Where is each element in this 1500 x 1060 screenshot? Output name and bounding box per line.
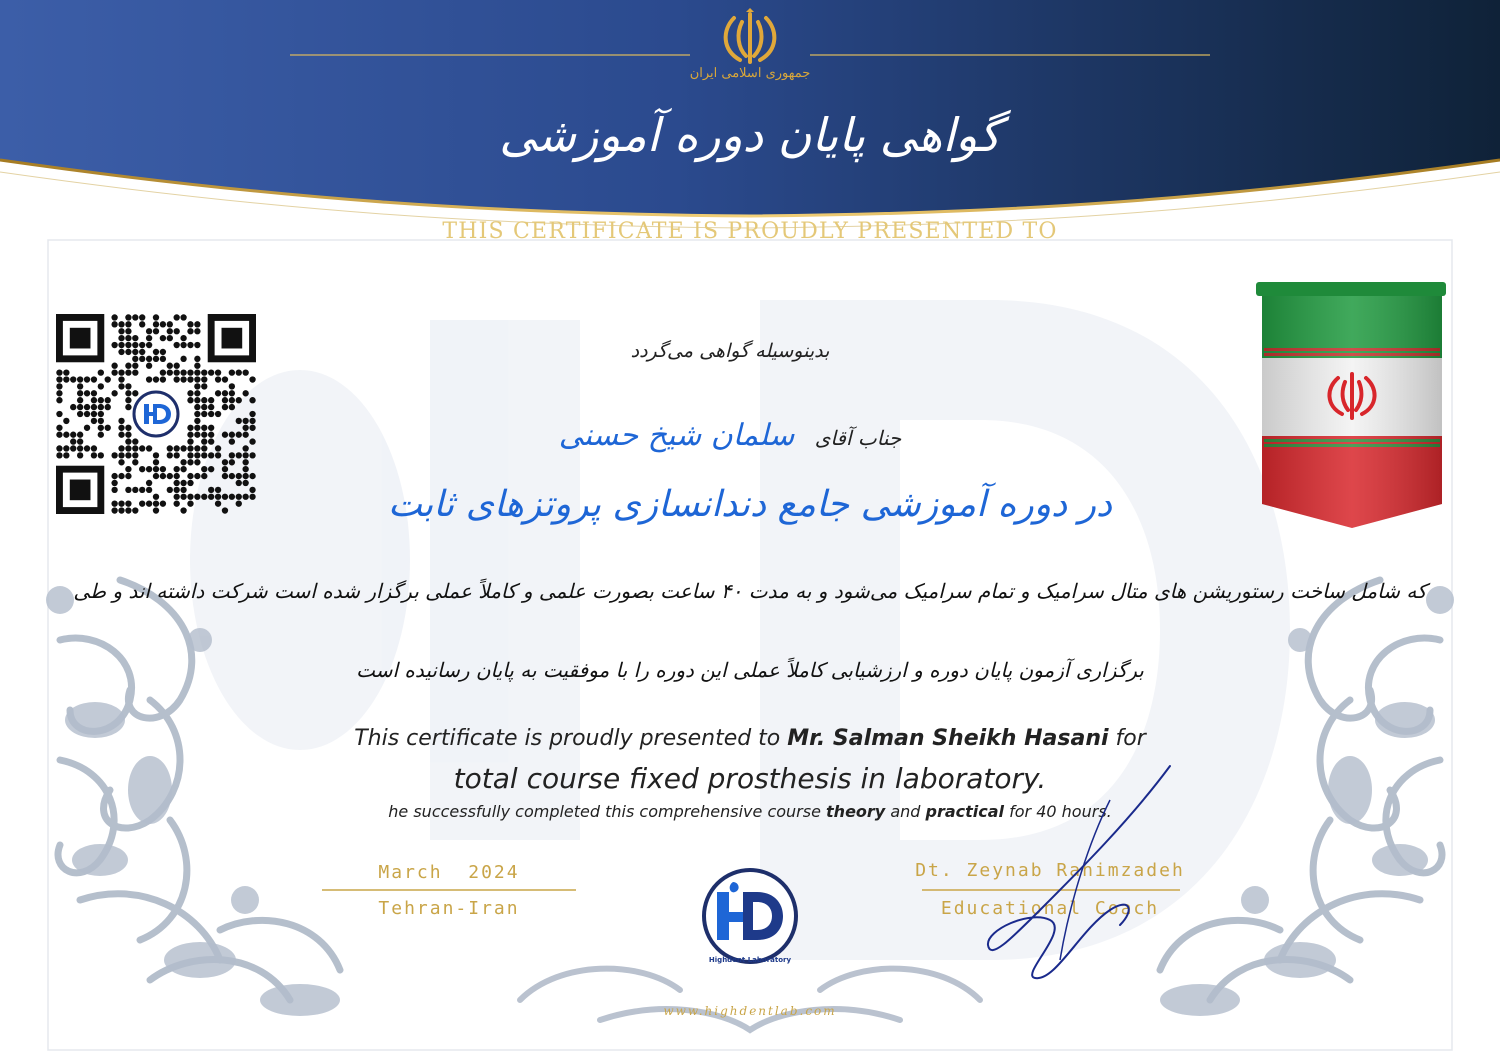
recipient-name-en: Mr. Salman Sheikh Hasani — [787, 726, 1109, 751]
theory-word: theory — [826, 802, 886, 821]
issue-date: March 2024 — [378, 862, 520, 883]
recipient-name-fa: سلمان شیخ حسنی — [558, 418, 795, 453]
seal-caption: جمهوری اسلامی ایران — [689, 66, 811, 81]
presented-line-en — [0, 726, 1500, 751]
presented-prefix: This certificate is proudly presented to — [354, 726, 788, 751]
signature-icon — [960, 760, 1190, 990]
signer-role: Educational Coach — [940, 898, 1160, 919]
hereby-text: بدینوسیله گواهی می‌گردد — [630, 340, 830, 362]
presented-suffix: for — [1108, 726, 1146, 751]
issue-city: Tehran-Iran — [378, 898, 520, 919]
certificate-title-fa: گواهی پایان دوره آموزشی — [499, 108, 1001, 162]
signer-name: Dt. Zeynab Rahimzadeh — [915, 860, 1185, 881]
completion-prefix: he successfully completed this comprehensive course — [388, 802, 827, 821]
course-title-en: total course fixed prosthesis in laboratory. — [453, 762, 1047, 795]
practical-word: practical — [925, 802, 1005, 821]
certificate-subtitle-en: THIS CERTIFICATE IS PROUDLY PRESENTED TO — [442, 219, 1058, 244]
course-title-fa: در دوره آموزشی جامع دندانسازی پروتزهای ثابت — [387, 484, 1113, 525]
website-link[interactable]: www.highdentlab.com — [663, 1004, 837, 1018]
body-line1-fa: که شامل ساخت رستوریشن های متال سرامیک و تمام سرامیک می‌شود و به مدت ۴۰ ساعت بصورت علمی و کاملاً عملی برگزار شده است شرکت داشته اند و طی — [73, 579, 1427, 603]
recipient-row-fa — [500, 418, 960, 453]
completion-line-en — [0, 802, 1500, 821]
logo-caption: Highdent Laboratory — [708, 956, 792, 964]
emblem-of-iran-icon — [716, 8, 784, 70]
body-line2-fa: برگزاری آزمون پایان دوره و ارزشیابی کاملاً عملی این دوره را با موفقیت به پایان رسانیده است — [356, 658, 1144, 682]
honorific-fa: جناب آقای — [814, 426, 902, 450]
completion-suffix: for 40 hours. — [1004, 802, 1112, 821]
and-word: and — [885, 802, 926, 821]
